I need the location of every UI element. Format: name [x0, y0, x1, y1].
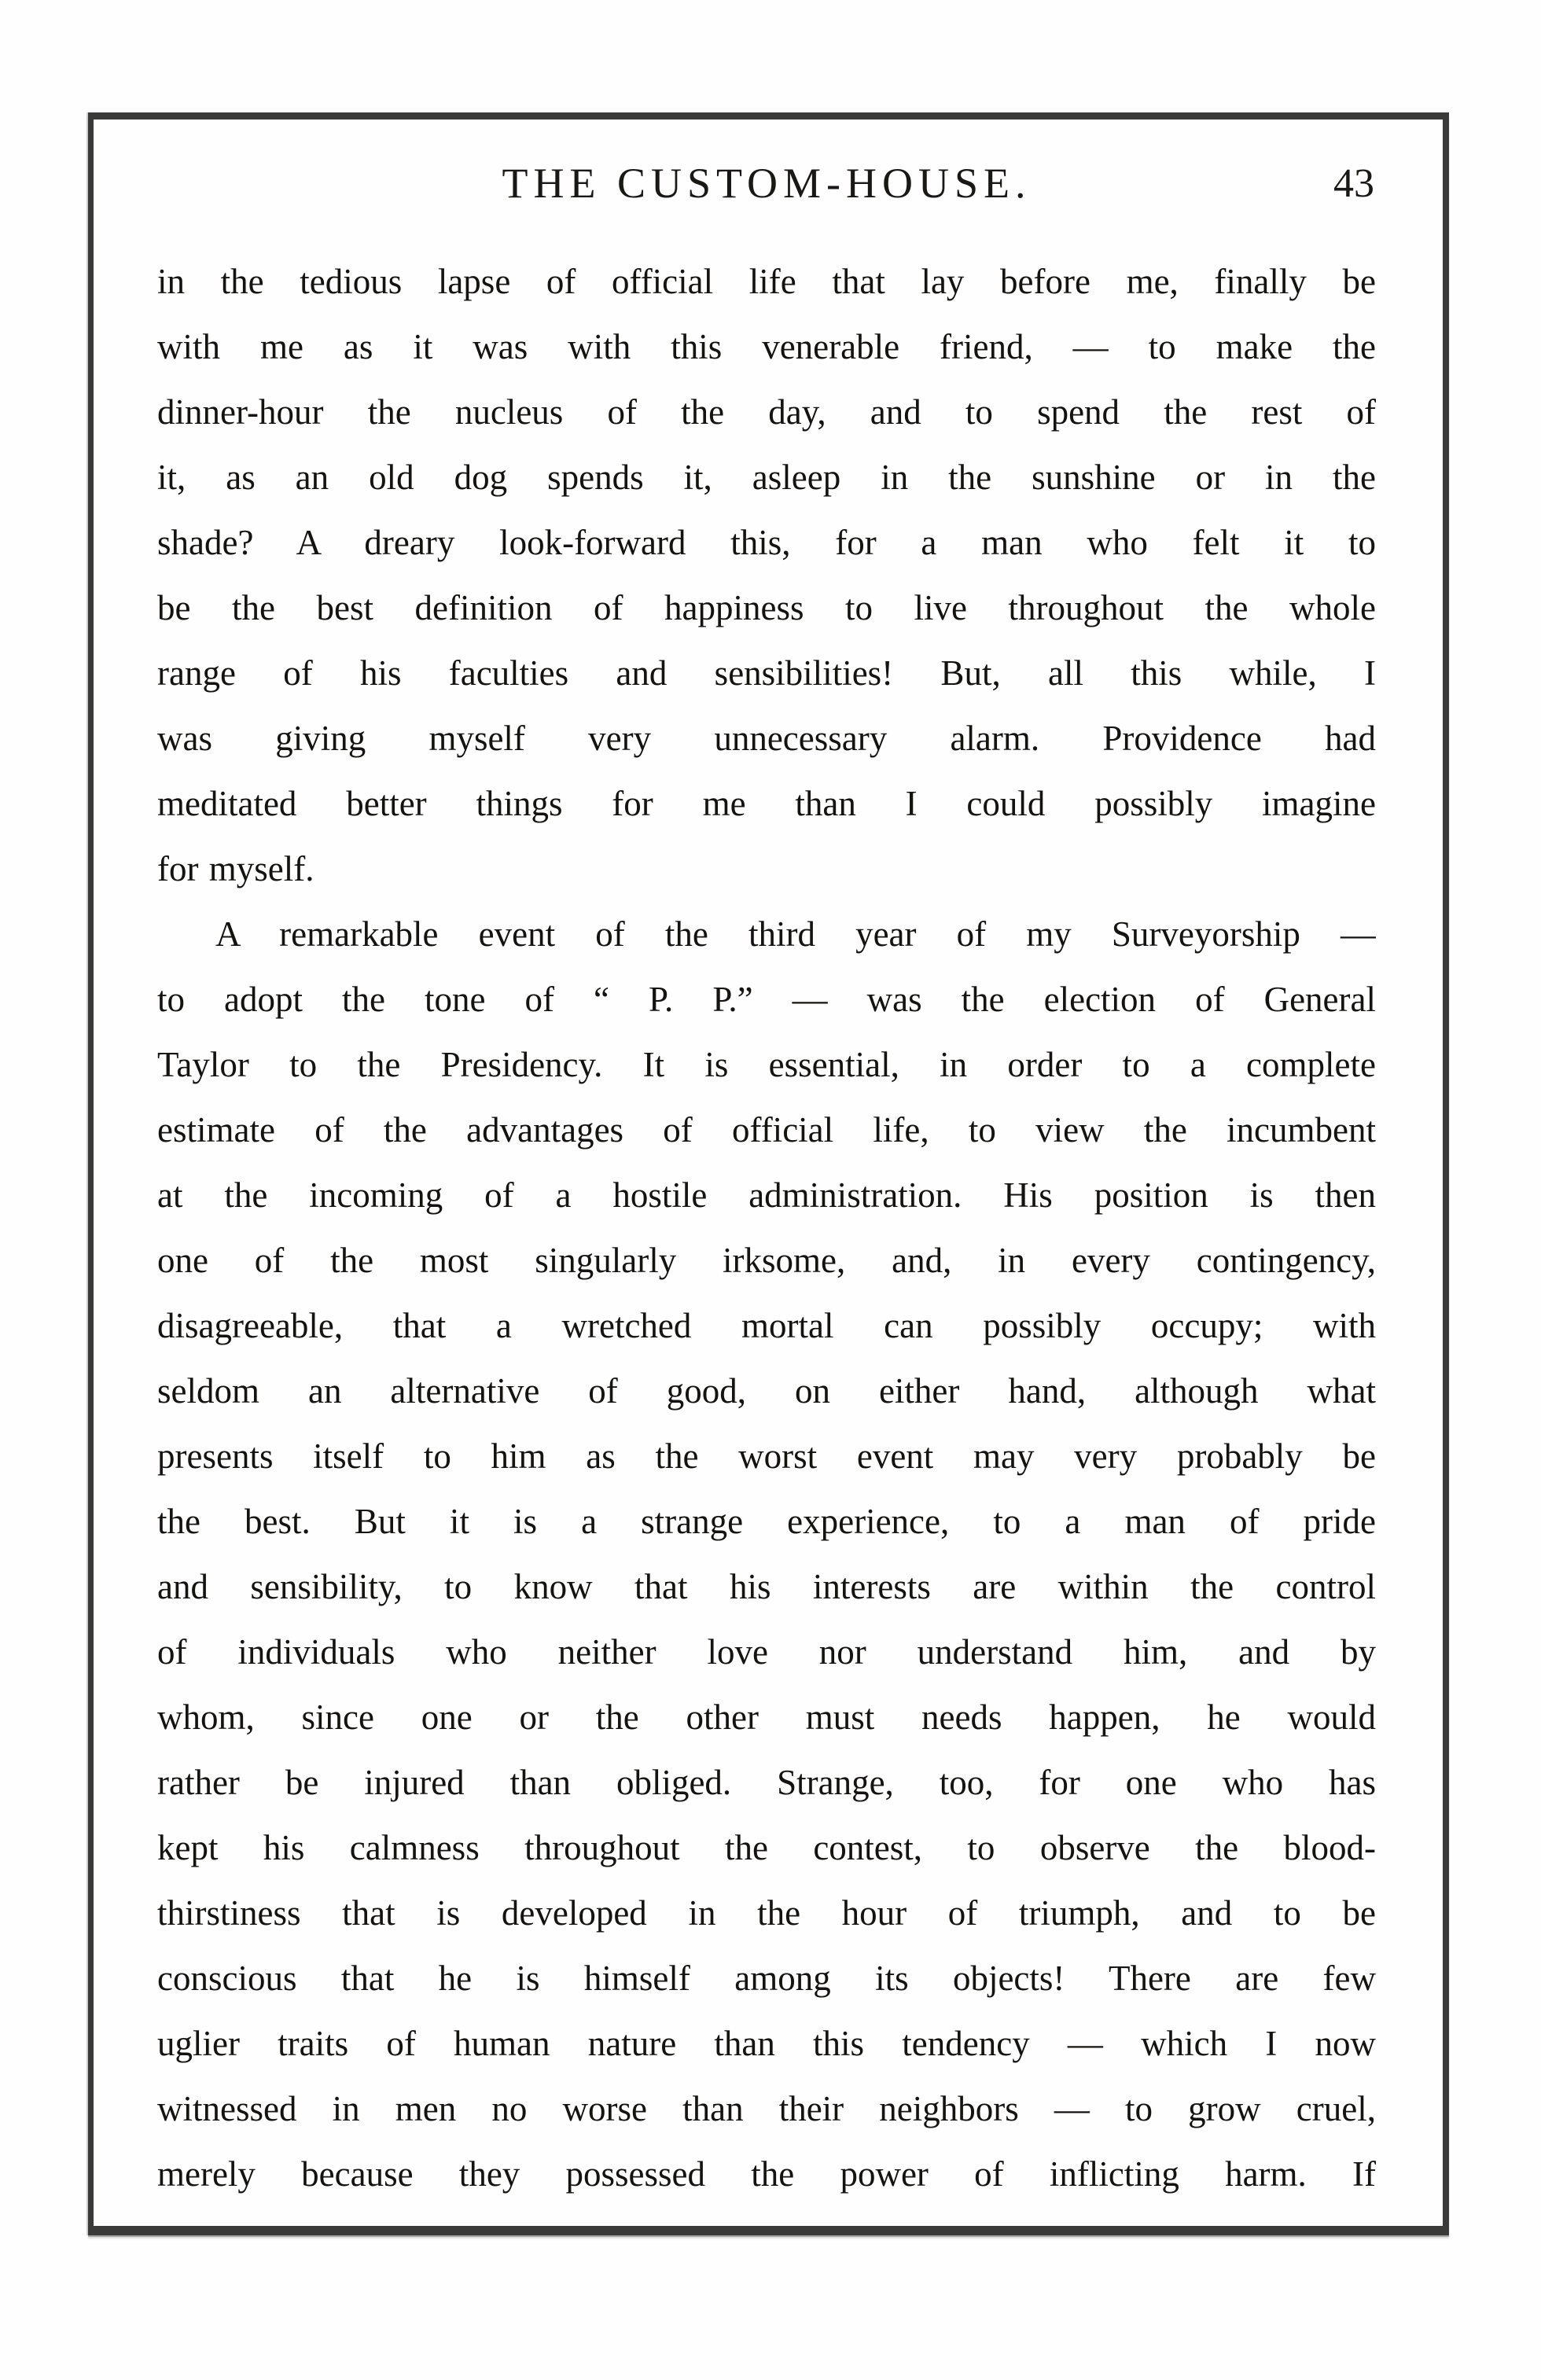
text-line: rather be injured than obliged. Strange, too, for one who has — [157, 1763, 1376, 1802]
text-line: dinner-hour the nucleus of the day, and to spend the rest of — [157, 392, 1376, 432]
text-line: witnessed in men no worse than their neighbors — to grow cruel, — [157, 2089, 1376, 2128]
text-line: disagreeable, that a wretched mortal can possibly occupy; with — [157, 1306, 1376, 1345]
text-line: at the incoming of a hostile administration. His position is then — [157, 1175, 1376, 1215]
text-line: to adopt the tone of “ P. P.” — was the election of General — [157, 980, 1376, 1019]
page-border-frame — [88, 112, 1449, 2235]
text-line: of individuals who neither love nor understand him, and by — [157, 1632, 1376, 1672]
text-line: with me as it was with this venerable friend, — to make the — [157, 327, 1376, 366]
text-line: estimate of the advantages of official life, to view the incumbent — [157, 1110, 1376, 1150]
text-line: uglier traits of human nature than this tendency — which I now — [157, 2024, 1376, 2063]
text-line: in the tedious lapse of official life that lay before me, finally be — [157, 262, 1376, 301]
text-line: thirstiness that is developed in the hour of triumph, and to be — [157, 1893, 1376, 1933]
text-line: A remarkable event of the third year of my Surveyorship — — [215, 914, 1376, 954]
text-line: whom, since one or the other must needs happen, he would — [157, 1698, 1376, 1737]
text-line: conscious that he is himself among its objects! There are few — [157, 1959, 1376, 1998]
page-number: 43 — [1333, 161, 1374, 206]
page-header — [157, 159, 1376, 214]
text-line: shade? A dreary look-forward this, for a man who felt it to — [157, 523, 1376, 562]
text-line: one of the most singularly irksome, and, in every contingency, — [157, 1241, 1376, 1280]
text-line: be the best definition of happiness to live throughout the whole — [157, 588, 1376, 627]
text-line: was giving myself very unnecessary alarm. Providence had — [157, 719, 1376, 758]
text-line: seldom an alternative of good, on either hand, although what — [157, 1371, 1376, 1411]
text-line: and sensibility, to know that his interests are within the control — [157, 1567, 1376, 1606]
running-title: THE CUSTOM-HOUSE. — [502, 160, 1032, 207]
text-line: presents itself to him as the worst event may very probably be — [157, 1436, 1376, 1476]
text-line: for myself. — [157, 849, 314, 888]
text-line: the best. But it is a strange experience, to a man of pride — [157, 1502, 1376, 1541]
text-line: kept his calmness throughout the contest, to observe the blood- — [157, 1828, 1376, 1867]
text-line: Taylor to the Presidency. It is essential, in order to a complete — [157, 1045, 1376, 1084]
text-line: meditated better things for me than I could possibly imagine — [157, 784, 1376, 823]
text-column — [157, 249, 1376, 2207]
text-line: it, as an old dog spends it, asleep in the sunshine or in the — [157, 458, 1376, 497]
text-line: merely because they possessed the power of inflicting harm. If — [157, 2154, 1376, 2194]
text-line: range of his faculties and sensibilities! But, all this while, I — [157, 653, 1376, 693]
